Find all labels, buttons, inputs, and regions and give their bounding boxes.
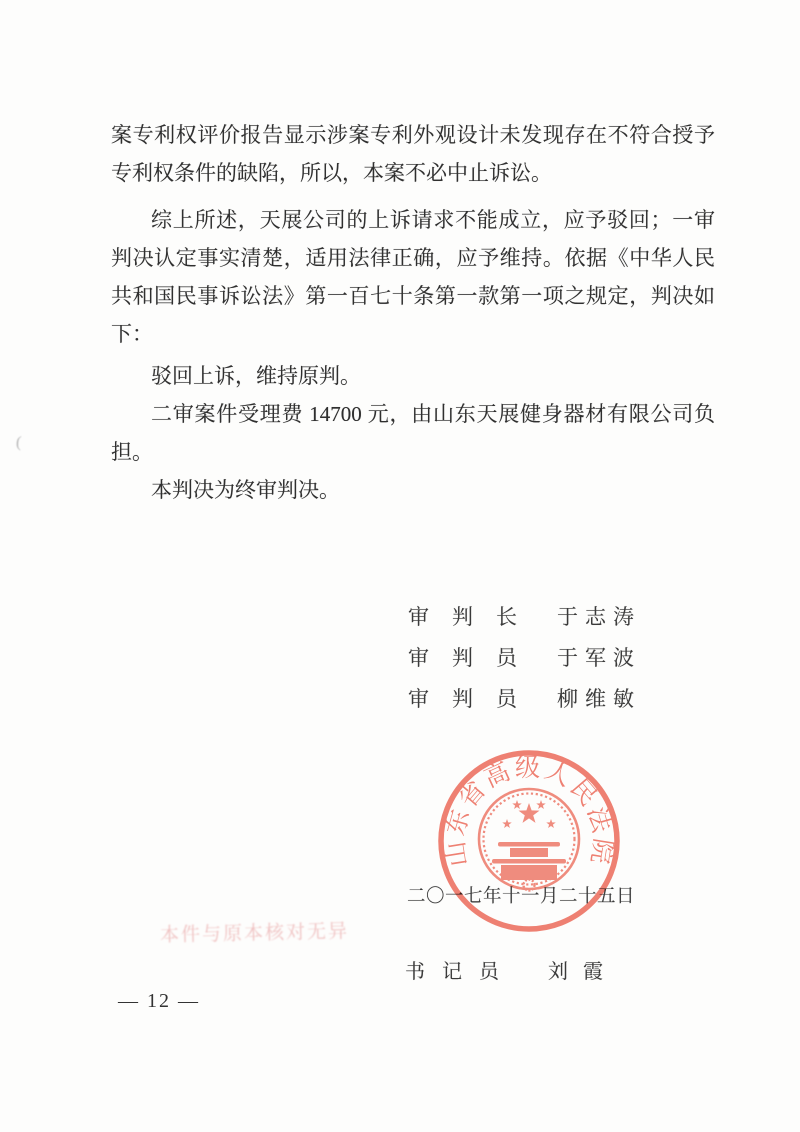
small-star-icon: [546, 819, 555, 828]
small-star-icon: [502, 819, 511, 828]
judge-role-label: 审判员: [408, 646, 540, 670]
body-line: 下：: [111, 322, 153, 346]
body-line: 本判决为终审判决。: [151, 478, 340, 502]
copy-verification-stamp: 本件与原本核对无异: [159, 921, 350, 946]
body-line: 案专利权评价报告显示涉案专利外观设计未发现存在不符合授予: [111, 123, 715, 147]
clerk-role-label: 书记员: [405, 961, 516, 983]
judge-role-label: 审判长: [408, 605, 540, 629]
clerk-row: [405, 956, 618, 988]
court-seal: [434, 746, 624, 936]
judgment-body: [111, 116, 715, 509]
body-line: 判决认定事实清楚，适用法律正确，应予维持。依据《中华人民: [111, 246, 715, 270]
presiding-judge-row: [408, 597, 641, 638]
tiananmen-gate-icon: [492, 842, 566, 880]
judgment-date: 二〇一七年十一月二十五日: [407, 887, 636, 907]
body-line: 专利权条件的缺陷，所以，本案不必中止诉讼。: [111, 161, 552, 185]
body-line: 二审案件受理费 14700 元，由山东天展健身器材有限公司负: [151, 402, 715, 426]
judge-row: [408, 679, 641, 720]
big-star-icon: [519, 803, 540, 823]
judge-name: 柳维敏: [557, 687, 641, 711]
judge-name: 于军波: [557, 646, 641, 670]
signature-block: [408, 597, 641, 720]
seal-text: 山东省高级人民法院: [441, 755, 617, 869]
body-line: 综上所述，天展公司的上诉请求不能成立，应予驳回；一审: [151, 208, 715, 232]
small-star-icon: [536, 800, 545, 809]
scan-artifact: (: [15, 433, 22, 452]
body-line: 驳回上诉，维持原判。: [151, 364, 361, 388]
page-number: — 12 —: [118, 990, 200, 1012]
judge-name: 于志涛: [557, 605, 641, 629]
judge-row: [408, 638, 641, 679]
body-line: 担。: [111, 440, 153, 464]
clerk-name: 刘霞: [548, 961, 618, 983]
national-emblem-icon: [479, 789, 579, 891]
body-line: 共和国民事诉讼法》第一百七十条第一款第一项之规定，判决如: [111, 284, 715, 308]
small-star-icon: [512, 800, 521, 809]
judge-role-label: 审判员: [408, 687, 540, 711]
